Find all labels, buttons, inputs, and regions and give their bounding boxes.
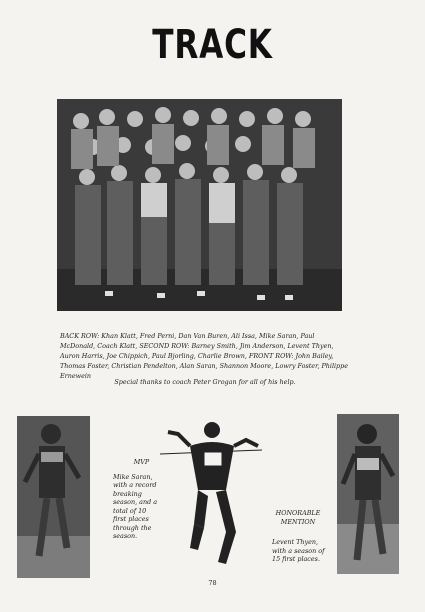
finish-line-runner-icon	[160, 420, 262, 570]
mvp-section	[103, 458, 158, 541]
page-number: 78	[208, 579, 217, 587]
honorable-mention-section	[268, 509, 328, 564]
mvp-description: Mike Saran, with a record breaking season, and a total of 10 first places through the season.	[113, 472, 158, 540]
thanks-note: Special thanks to coach Peter Grogan for all of his help.	[114, 378, 296, 386]
page-title: TRACK	[152, 22, 273, 68]
mvp-runner-image	[17, 416, 90, 578]
honorable-mention-runner-image	[337, 414, 399, 574]
mvp-runner-photo	[17, 416, 90, 578]
team-photo-image	[57, 99, 342, 311]
mvp-title: MVP	[133, 458, 150, 466]
team-photo	[57, 99, 342, 311]
runner-illustration	[160, 420, 262, 570]
honorable-mention-title: HONORABLE MENTION	[275, 509, 321, 526]
honorable-mention-description: Levent Thyen, with a season of 15 first places.	[272, 538, 325, 563]
honorable-mention-runner-photo	[337, 414, 399, 574]
roster-caption: BACK ROW: Khan Klatt, Fred Perni, Dan Van Buren, Ali Issa, Mike Saran, Paul McDonald, Coach Klatt, SECOND ROW: Barney Smith, Jim Anderson, Levent Thyen, Auron Harris, Joe Chippich, Paul Bjorling, Charlie Brown, FRONT ROW: John Bailey, Thomas Foster, Christian Pendelton, Alan Saran, Shannon Moore, Lowry Foster, Philippe Ernewein	[60, 332, 349, 380]
